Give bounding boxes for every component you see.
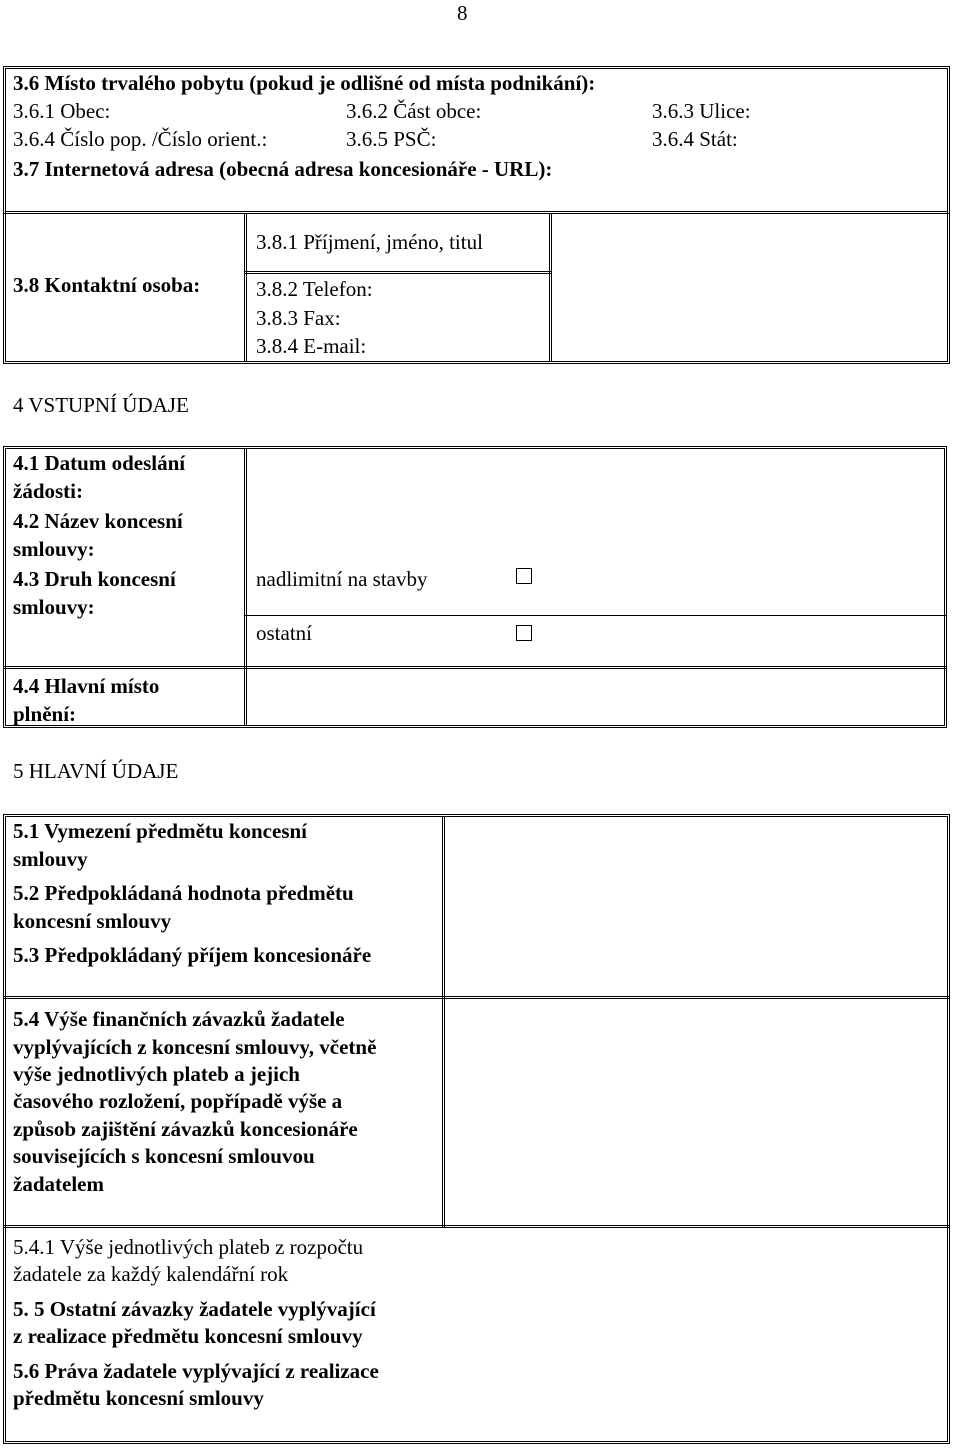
ulice-label: 3.6.3 Ulice: — [652, 99, 751, 123]
psc-label: 3.6.5 PSČ: — [346, 127, 437, 151]
type-separator-line — [244, 615, 947, 616]
contact-fax-label: 3.8.3 Fax: — [256, 306, 341, 330]
s54-label-1: 5.4 Výše finančních závazků žadatele — [13, 1007, 345, 1031]
s541-separator-line — [3, 1225, 950, 1228]
contact-phone-label: 3.8.2 Telefon: — [256, 277, 373, 301]
s54-label-6: souvisejících s koncesní smlouvou — [13, 1144, 315, 1168]
s54-separator-line — [3, 996, 950, 999]
s54-label-4: časového rozložení, popřípadě výše a — [13, 1089, 343, 1113]
cislo-pop-label: 3.6.4 Číslo pop. /Číslo orient.: — [13, 127, 268, 151]
name-label-1: 4.2 Název koncesní — [13, 509, 183, 533]
s56-label-2: předmětu koncesní smlouvy — [13, 1386, 264, 1410]
section-5-heading: 5 HLAVNÍ ÚDAJE — [13, 759, 179, 783]
section-4-heading: 4 VSTUPNÍ ÚDAJE — [13, 393, 189, 417]
type-option-other: ostatní — [256, 621, 312, 645]
place-label-2: plnění: — [13, 702, 77, 726]
s55-label-1: 5. 5 Ostatní závazky žadatele vyplývající — [13, 1297, 376, 1321]
contact-label: 3.8 Kontaktní osoba: — [13, 273, 201, 297]
place-separator-line — [3, 666, 947, 669]
s56-label-1: 5.6 Práva žadatele vyplývající z realizace — [13, 1359, 379, 1383]
obec-label: 3.6.1 Obec: — [13, 99, 111, 123]
s54-label-3: výše jednotlivých plateb a jejich — [13, 1062, 300, 1086]
type-label-1: 4.3 Druh koncesní — [13, 567, 176, 591]
date-label-1: 4.1 Datum odeslání — [13, 451, 186, 475]
contact-name-label: 3.8.1 Příjmení, jméno, titul — [256, 230, 483, 254]
place-label-1: 4.4 Hlavní místo — [13, 674, 160, 698]
contact-email-label: 3.8.4 E-mail: — [256, 334, 367, 358]
s52-label-2: koncesní smlouvy — [13, 909, 172, 933]
stat-label: 3.6.4 Stát: — [652, 127, 738, 151]
above-limit-checkbox[interactable] — [516, 568, 532, 584]
s51-label-1: 5.1 Vymezení předmětu koncesní — [13, 819, 307, 843]
contact-divider — [244, 214, 247, 362]
other-checkbox[interactable] — [516, 625, 532, 641]
input-data-divider — [244, 449, 247, 725]
page-number: 8 — [457, 1, 468, 25]
s51-label-2: smlouvy — [13, 847, 88, 871]
s541-label-2: žadatele za každý kalendářní rok — [13, 1262, 289, 1286]
type-option-above-limit: nadlimitní na stavby — [256, 567, 428, 591]
cast-obce-label: 3.6.2 Část obce: — [346, 99, 482, 123]
main-data-divider — [442, 817, 445, 1227]
residence-title: 3.6 Místo trvalého pobytu (pokud je odlišné od místa podnikání): — [13, 71, 596, 95]
contact-divider-right — [549, 214, 552, 362]
s54-label-5: způsob zajištění závazků koncesionáře — [13, 1117, 358, 1141]
s52-label-1: 5.2 Předpokládaná hodnota předmětu — [13, 881, 354, 905]
s54-label-7: žadatelem — [13, 1172, 104, 1196]
contact-name-line — [244, 271, 551, 274]
name-label-2: smlouvy: — [13, 537, 95, 561]
date-label-2: žádosti: — [13, 479, 83, 503]
internet-label: 3.7 Internetová adresa (obecná adresa koncesionáře - URL): — [13, 157, 553, 181]
s54-label-2: vyplývajících z koncesní smlouvy, včetně — [13, 1035, 377, 1059]
s541-label-1: 5.4.1 Výše jednotlivých plateb z rozpočtu — [13, 1235, 364, 1259]
type-label-2: smlouvy: — [13, 595, 95, 619]
s53-label: 5.3 Předpokládaný příjem koncesionáře — [13, 943, 372, 967]
s55-label-2: z realizace předmětu koncesní smlouvy — [13, 1324, 363, 1348]
